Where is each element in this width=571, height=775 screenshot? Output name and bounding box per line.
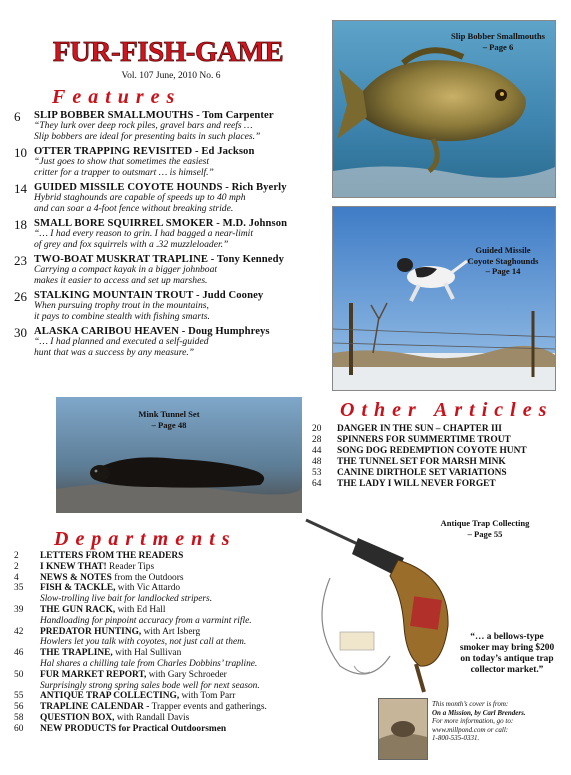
feature-author: - Tony Kennedy bbox=[210, 254, 284, 265]
cover-note-line: On a Mission, by Carl Brenders. bbox=[432, 708, 526, 717]
feature-item[interactable] bbox=[14, 182, 329, 214]
caption-line: Antique Trap Collecting bbox=[440, 518, 530, 528]
department-item[interactable] bbox=[14, 691, 314, 702]
feature-desc-line: critter for a trapper to outsmart … is himself.” bbox=[34, 166, 214, 178]
department-page: 55 bbox=[14, 691, 24, 702]
feature-page-number: 10 bbox=[14, 145, 27, 160]
department-item[interactable] bbox=[14, 605, 314, 627]
other-article-page: 28 bbox=[312, 435, 322, 445]
department-title: THE GUN RACK, bbox=[40, 604, 116, 615]
quote-line: on today’s antique trap bbox=[460, 654, 554, 664]
department-title: LETTERS FROM THE READERS bbox=[40, 551, 184, 561]
feature-desc-line: Slip bobbers are ideal for presenting baits in such places.” bbox=[34, 130, 261, 142]
feature-item[interactable] bbox=[14, 326, 329, 358]
caption-line: Guided Missile bbox=[475, 245, 531, 255]
feature-item[interactable] bbox=[14, 146, 329, 178]
cover-note-line: For more information, go to: bbox=[432, 717, 514, 726]
department-item[interactable] bbox=[14, 713, 314, 724]
department-title: TRAPLINE CALENDAR - bbox=[40, 702, 150, 713]
other-article-item[interactable] bbox=[312, 457, 562, 468]
department-page: 4 bbox=[14, 572, 19, 583]
feature-author: - M.D. Johnson bbox=[216, 218, 288, 229]
feature-desc-line: makes it easier to access and set up marshes. bbox=[34, 274, 208, 286]
department-title: NEWS & NOTES bbox=[40, 572, 112, 583]
cover-note bbox=[432, 700, 562, 743]
feature-desc-line: of grey and fox squirrels with a .32 muzzleloader.” bbox=[34, 238, 229, 250]
department-title: THE TRAPLINE, bbox=[40, 648, 113, 659]
mink-photo[interactable] bbox=[56, 397, 302, 513]
department-description: Surprisingly strong spring sales bode well for next season. bbox=[40, 680, 260, 691]
department-page: 56 bbox=[14, 702, 24, 713]
department-page: 39 bbox=[14, 604, 24, 615]
department-page: 46 bbox=[14, 648, 24, 659]
magazine-logo bbox=[52, 34, 284, 68]
department-title: I KNEW THAT! bbox=[40, 561, 107, 572]
department-title: PREDATOR HUNTING, bbox=[40, 626, 142, 637]
cover-thumbnail[interactable] bbox=[378, 698, 428, 760]
feature-page-number: 30 bbox=[14, 325, 27, 340]
feature-desc-line: it pays to combine stealth with fishing smarts. bbox=[34, 310, 210, 322]
other-article-title: THE LADY I WILL NEVER FORGET bbox=[337, 479, 496, 489]
feature-item[interactable] bbox=[14, 218, 329, 250]
feature-page-number: 18 bbox=[14, 217, 27, 232]
other-article-page: 48 bbox=[312, 457, 322, 467]
feature-description bbox=[34, 301, 329, 322]
svg-text:FUR-FISH-GAME: FUR-FISH-GAME bbox=[52, 36, 284, 68]
department-page: 60 bbox=[14, 723, 24, 734]
department-description: Handloading for pinpoint accuracy from a varmint rifle. bbox=[40, 615, 252, 626]
cover-note-line: This month’s cover is from: bbox=[432, 700, 509, 708]
feature-page-number: 23 bbox=[14, 253, 27, 268]
department-page: 35 bbox=[14, 583, 24, 594]
feature-desc-line: Hybrid staghounds are capable of speeds up to 40 mph bbox=[34, 192, 246, 203]
department-item[interactable] bbox=[14, 573, 314, 584]
other-article-item[interactable] bbox=[312, 446, 562, 457]
other-article-item[interactable] bbox=[312, 435, 562, 446]
other-article-title: SONG DOG REDEMPTION COYOTE HUNT bbox=[337, 446, 527, 456]
feature-title: TWO-BOAT MUSKRAT TRAPLINE bbox=[34, 254, 208, 265]
caption-line: Coyote Staghounds bbox=[467, 255, 539, 266]
department-page: 2 bbox=[14, 561, 19, 572]
other-articles-heading: Other Articles bbox=[340, 399, 554, 421]
department-subtitle: with Randall Davis bbox=[114, 712, 190, 723]
feature-desc-line: “… I had planned and executed a self-guided bbox=[34, 336, 209, 347]
feature-title: SMALL BORE SQUIRREL SMOKER bbox=[34, 218, 214, 229]
feature-desc-line: hunt that was a success by any measure.” bbox=[34, 346, 195, 358]
department-subtitle: with Vic Attardo bbox=[115, 583, 181, 594]
feature-item[interactable] bbox=[14, 110, 329, 142]
feature-author: - Judd Cooney bbox=[196, 290, 264, 301]
other-article-title: CANINE DIRTHOLE SET VARIATIONS bbox=[337, 468, 507, 478]
feature-description bbox=[34, 121, 329, 142]
feature-page-number: 26 bbox=[14, 289, 27, 304]
department-description: Howlers let you talk with coyotes, not just call at them. bbox=[40, 637, 247, 648]
department-page: 58 bbox=[14, 712, 24, 723]
feature-desc-line: “… I had every reason to grin. I had bagged a near-limit bbox=[34, 228, 254, 239]
features-heading: Features bbox=[52, 86, 182, 108]
other-article-page: 44 bbox=[312, 446, 322, 456]
department-subtitle: with Gary Schroeder bbox=[146, 669, 227, 680]
quote-line: “… a bellows-type bbox=[470, 632, 544, 642]
other-article-page: 64 bbox=[312, 479, 322, 489]
department-item[interactable] bbox=[14, 670, 314, 692]
department-item[interactable] bbox=[14, 702, 314, 713]
caption-line: – Page 55 bbox=[467, 528, 503, 539]
volume-line: Vol. 107 June, 2010 No. 6 bbox=[121, 71, 221, 81]
department-page: 50 bbox=[14, 669, 24, 680]
feature-desc-line: When pursuing trophy trout in the mountains, bbox=[34, 300, 209, 311]
department-subtitle: with Tom Parr bbox=[179, 691, 236, 702]
staghound-illustration bbox=[333, 207, 555, 390]
feature-description bbox=[34, 229, 329, 250]
caption-line: Slip Bobber Smallmouths bbox=[451, 31, 545, 41]
department-subtitle: with Ed Hall bbox=[115, 604, 166, 615]
department-item[interactable] bbox=[14, 648, 314, 670]
department-title: FUR MARKET REPORT, bbox=[40, 669, 147, 680]
feature-page-number: 6 bbox=[14, 109, 21, 124]
feature-desc-line: “They lurk over deep rock piles, gravel bars and reefs … bbox=[34, 120, 253, 131]
cover-note-line: www.millpond.com or call: bbox=[432, 725, 509, 734]
department-item[interactable] bbox=[14, 551, 314, 562]
caption-line: – Page 14 bbox=[485, 266, 521, 276]
feature-item[interactable] bbox=[14, 290, 329, 322]
other-article-item[interactable] bbox=[312, 479, 562, 490]
feature-desc-line: Carrying a compact kayak in a bigger johnboat bbox=[34, 264, 218, 275]
department-title: QUESTION BOX, bbox=[40, 712, 115, 723]
department-subtitle: from the Outdoors bbox=[111, 572, 184, 583]
feature-author: - Ed Jackson bbox=[194, 146, 255, 157]
feature-item[interactable] bbox=[14, 254, 329, 286]
department-item[interactable] bbox=[14, 562, 314, 573]
feature-title: GUIDED MISSILE COYOTE HOUNDS bbox=[34, 182, 223, 193]
other-article-title: THE TUNNEL SET FOR MARSH MINK bbox=[337, 457, 506, 467]
caption-line: – Page 48 bbox=[151, 419, 187, 430]
department-item[interactable] bbox=[14, 627, 314, 649]
caption-line: – Page 6 bbox=[482, 41, 514, 52]
features-list bbox=[14, 110, 329, 362]
department-description: Hal shares a chilling tale from Charles Dobbins’ trapline. bbox=[40, 658, 258, 669]
other-article-item[interactable] bbox=[312, 424, 562, 435]
feature-author: - Rich Byerly bbox=[225, 182, 287, 193]
other-article-page: 20 bbox=[312, 424, 322, 434]
department-subtitle: with Art Isberg bbox=[141, 626, 201, 637]
trap-caption bbox=[420, 518, 550, 539]
dog-caption bbox=[453, 245, 553, 277]
other-articles-list bbox=[312, 424, 562, 490]
quote-line: collector market.” bbox=[470, 665, 544, 675]
department-item[interactable] bbox=[14, 724, 314, 735]
department-title: NEW PRODUCTS for Practical Outdoorsmen bbox=[40, 723, 227, 734]
quote-line: smoker may bring $200 bbox=[459, 643, 555, 653]
other-article-title: SPINNERS FOR SUMMERTIME TROUT bbox=[337, 435, 511, 445]
feature-author: - Tom Carpenter bbox=[196, 110, 274, 121]
feature-title: ALASKA CARIBOU HEAVEN bbox=[34, 326, 179, 337]
feature-title: SLIP BOBBER SMALLMOUTHS bbox=[34, 110, 194, 121]
bellows-smoker-illustration bbox=[300, 516, 460, 696]
department-title: ANTIQUE TRAP COLLECTING, bbox=[40, 691, 180, 702]
departments-heading: Departments bbox=[54, 528, 237, 550]
feature-description bbox=[34, 265, 329, 286]
feature-description bbox=[34, 337, 329, 358]
feature-description bbox=[34, 157, 329, 178]
department-page: 42 bbox=[14, 626, 24, 637]
feature-desc-line: and can soar a 4-foot fence without breaking stride. bbox=[34, 202, 234, 214]
feature-title: STALKING MOUNTAIN TROUT bbox=[34, 290, 194, 301]
department-subtitle: Reader Tips bbox=[106, 561, 155, 572]
other-article-title: DANGER IN THE SUN – CHAPTER III bbox=[337, 424, 502, 434]
department-item[interactable] bbox=[14, 583, 314, 605]
feature-title: OTTER TRAPPING REVISITED bbox=[34, 146, 193, 157]
bass-caption bbox=[443, 31, 553, 52]
cover-note-line: 1-800-535-0331. bbox=[432, 734, 480, 743]
department-description: Slow-trolling live bait for landlocked stripers. bbox=[40, 594, 213, 605]
staghound-photo[interactable] bbox=[332, 206, 556, 391]
feature-author: - Doug Humphreys bbox=[181, 326, 270, 337]
caption-line: Mink Tunnel Set bbox=[138, 409, 200, 419]
feature-page-number: 14 bbox=[14, 181, 27, 196]
trap-quote bbox=[452, 632, 562, 676]
mink-caption bbox=[114, 409, 224, 430]
department-subtitle: with Hal Sullivan bbox=[112, 648, 182, 659]
feature-description bbox=[34, 193, 329, 214]
other-article-page: 53 bbox=[312, 468, 322, 478]
smallmouth-bass-photo[interactable] bbox=[332, 20, 556, 198]
department-subtitle: Trapper events and gatherings. bbox=[149, 702, 267, 713]
feature-desc-line: “Just goes to show that sometimes the easiest bbox=[34, 156, 210, 167]
cover-art-illustration bbox=[379, 699, 427, 759]
department-title: FISH & TACKLE, bbox=[40, 583, 116, 594]
department-page: 2 bbox=[14, 551, 19, 561]
other-article-item[interactable] bbox=[312, 468, 562, 479]
departments-list bbox=[14, 551, 314, 735]
